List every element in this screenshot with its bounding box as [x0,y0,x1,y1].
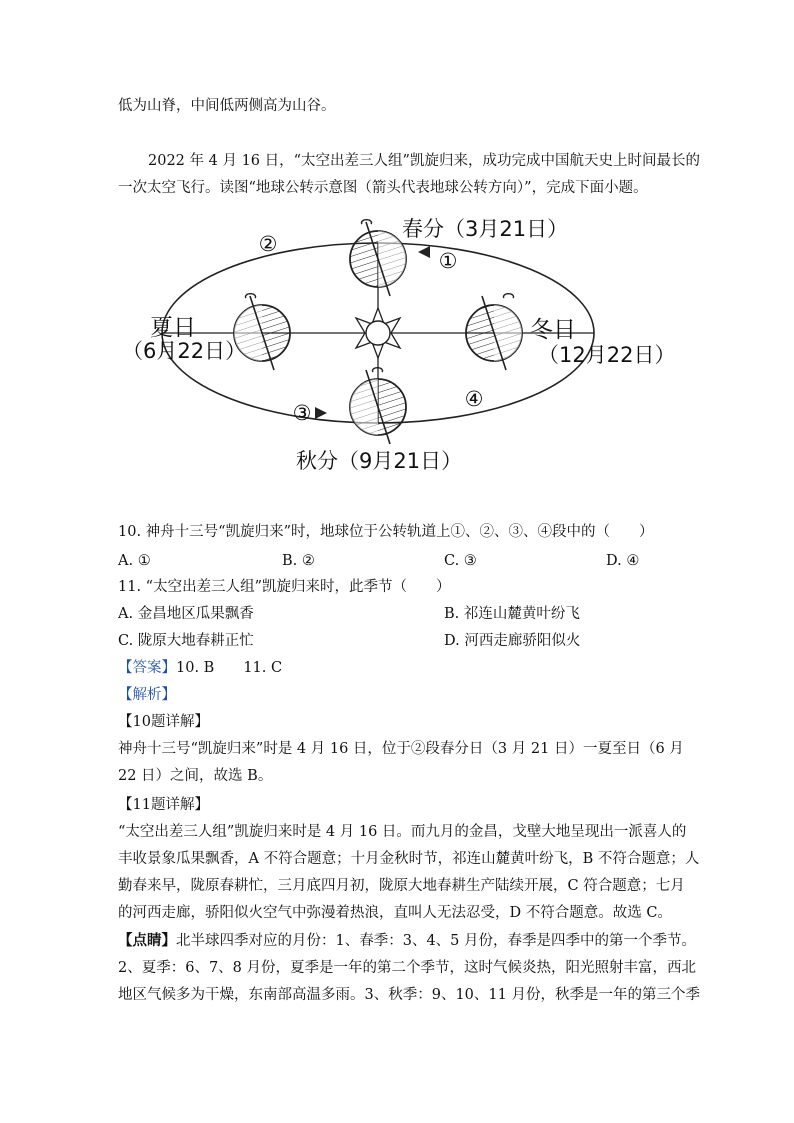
label-autumn: 秋分（9月21日） [296,449,463,473]
label-spring: 春分（3月21日） [402,217,569,241]
q11-text: 11. “太空出差三人组”凯旋归来时，此季节（ ） [118,579,451,595]
q11-option-d[interactable]: D. 河西走廊骄阳似火 [444,633,581,649]
tip-line-1 [118,931,696,951]
q11-option-c[interactable]: C. 陇原大地春耕正忙 [118,633,254,649]
d10-tag: 【10题详解】 [118,714,209,730]
tip-tag: 【点睛】 [118,932,176,949]
earth-spring [350,220,406,296]
earth-winter [466,294,522,370]
earth-revolution-diagram [118,212,678,482]
d10-line-2: 22 日）之间，故选 B。 [118,768,273,784]
d11-line-4: 的河西走廊，骄阳似火空气中弥漫着热浪，直叫人无法忍受，D 不符合题意。故选 C。 [118,905,672,921]
tip-line-3: 地区气候多为干燥，东南部高温多雨。3、秋季：9、10、11 月份，秋季是一年的第三个季 [118,987,700,1003]
label-seg3: ③ [292,401,312,425]
arrow-seg1 [418,246,430,258]
q10-option-c[interactable]: C. ③ [444,553,477,569]
intro-line-1: 2022 年 4 月 16 日，“太空出差三人组”凯旋归来，成功完成中国航天史上时间最长的 [148,153,700,169]
d10-line-1: 神舟十三号“凯旋归来”时是 4 月 16 日，位于②段春分日（3 月 21 日）一夏至日（6 月 [118,741,684,757]
answer-line [118,658,282,678]
tip-line-2: 2、夏季：6、7、8 月份，夏季是一年的第二个季节，这时气候炎热，阳光照射丰富，西北 [118,960,697,976]
q10-option-b[interactable]: B. ② [282,553,315,569]
label-summer-date: （6月22日） [122,339,247,363]
q11-option-b[interactable]: B. 祁连山麓黄叶纷飞 [444,606,580,622]
q10-option-a[interactable]: A. ① [118,553,151,569]
label-seg4: ④ [464,387,484,411]
q11-option-a[interactable]: A. 金昌地区瓜果飘香 [118,606,254,622]
intro-line-2: 一次太空飞行。读图“地球公转示意图（箭头代表地球公转方向）”，完成下面小题。 [118,180,648,196]
label-seg1: ① [438,249,458,273]
d11-line-3: 勤春来早，陇原春耕忙，三月底四月初，陇原大地春耕生产陆续开展，C 符合题意；七月 [118,878,685,894]
label-seg2: ② [258,232,278,256]
diagram-svg [118,212,678,482]
q10-option-d[interactable]: D. ④ [606,553,640,569]
q10-text: 10. 神舟十三号“凯旋归来”时，地球位于公转轨道上①、②、③、④段中的（ ） [118,524,654,540]
arrow-seg3 [315,407,327,419]
answer-text: 10. B 11. C [176,660,283,676]
tip-text-1: 北半球四季对应的月份：1、春季：3、4、5 月份，春季是四季中的第一个季节。 [176,933,697,949]
analysis-tag: 【解析】 [118,687,176,703]
d11-tag: 【11题详解】 [118,797,209,813]
top-line: 低为山脊，中间低两侧高为山谷。 [118,98,336,114]
label-winter-name: 冬日 [530,317,576,343]
earth-autumn [350,368,406,444]
d11-line-1: “太空出差三人组”凯旋归来时是 4 月 16 日。而九月的金昌，戈壁大地呈现出一派喜人的 [118,824,687,840]
label-summer-name: 夏日 [150,315,196,341]
label-winter-date: （12月22日） [538,343,676,367]
d11-line-2: 丰收景象瓜果飘香，A 不符合题意；十月金秋时节，祁连山麓黄叶纷飞，B 不符合题意；人 [118,851,700,867]
answer-tag: 【答案】 [118,660,176,676]
